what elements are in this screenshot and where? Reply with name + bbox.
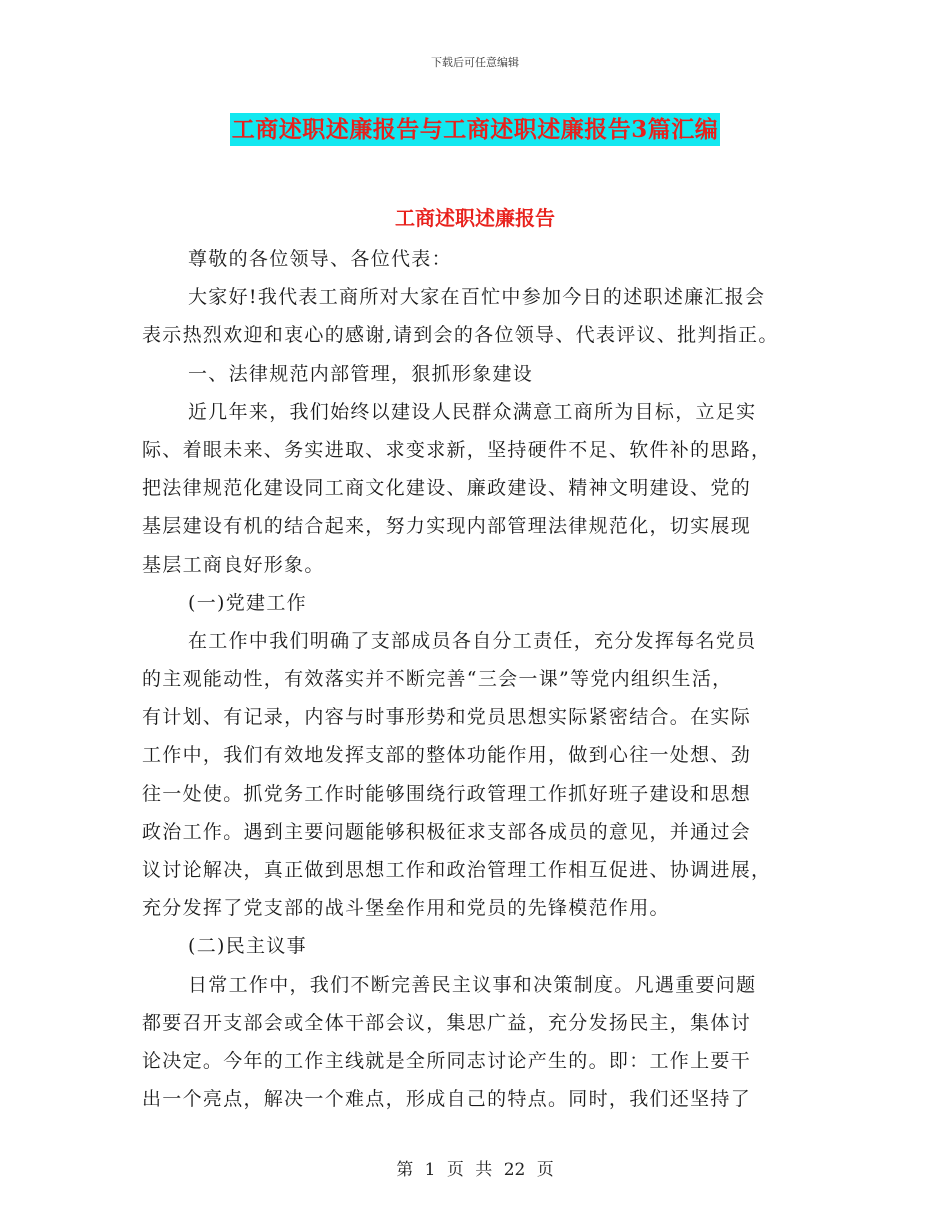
text-line: 论决定。今年的工作主线就是全所同志讨论产生的。即：工作上要干 <box>142 1049 752 1072</box>
text-line: (一)党建工作 <box>188 591 307 614</box>
text-line: 往一处使。抓党务工作时能够围绕行政管理工作抓好班子建设和思想 <box>142 782 752 805</box>
text-line: (二)民主议事 <box>188 935 307 958</box>
text-line: 在工作中我们明确了支部成员各自分工责任，充分发挥每名党员 <box>188 629 757 652</box>
text-line: 出一个亮点，解决一个难点，形成自己的特点。同时，我们还坚持了 <box>142 1088 752 1111</box>
text-line: 近几年来，我们始终以建设人民群众满意工商所为目标，立足实 <box>188 400 757 423</box>
text-line: 际、着眼未来、务实进取、求变求新，坚持硬件不足、软件补的思路， <box>142 438 772 461</box>
text-line: 尊敬的各位领导、各位代表： <box>188 248 452 270</box>
text-line: 的主观能动性，有效落实并不断完善“三会一课”等党内组织生活， <box>142 668 733 691</box>
text-line: 都要召开支部会或全体干部会议，集思广益，充分发扬民主，集体讨 <box>142 1011 752 1034</box>
text-line: 一、法律规范内部管理，狠抓形象建设 <box>188 362 534 385</box>
text-line: 大家好!我代表工商所对大家在百忙中参加今日的述职述廉汇报会 <box>188 286 766 309</box>
text-line: 基层建设有机的结合起来，努力实现内部管理法律规范化，切实展现 <box>142 515 752 538</box>
text-line: 表示热烈欢迎和衷心的感谢,请到会的各位领导、代表评议、批判指正。 <box>142 324 779 347</box>
text-line: 日常工作中，我们不断完善民主议事和决策制度。凡遇重要问题 <box>188 973 757 996</box>
text-line: 政治工作。遇到主要问题能够积极征求支部各成员的意见，并通过会 <box>142 820 752 843</box>
text-line: 工作中，我们有效地发挥支部的整体功能作用，做到心往一处想、劲 <box>142 744 752 767</box>
text-line: 有计划、有记录，内容与时事形势和党员思想实际紧密结合。在实际 <box>142 706 752 729</box>
section-title: 工商述职述廉报告 <box>395 206 555 230</box>
body-text <box>142 240 822 1118</box>
text-line: 充分发挥了党支部的战斗堡垒作用和党员的先锋模范作用。 <box>142 897 670 920</box>
text-line: 把法律规范化建设同工商文化建设、廉政建设、精神文明建设、党的 <box>142 477 752 500</box>
document-title-container <box>0 113 950 146</box>
document-title: 工商述职述廉报告与工商述职述廉报告3篇汇编 <box>230 113 721 146</box>
page-footer: 第 1 页 共 22 页 <box>396 1160 554 1180</box>
header-note: 下载后可任意编辑 <box>431 56 519 69</box>
text-line: 议讨论解决，真正做到思想工作和政治管理工作相互促进、协调进展， <box>142 859 772 881</box>
text-line: 基层工商良好形象。 <box>142 553 325 576</box>
